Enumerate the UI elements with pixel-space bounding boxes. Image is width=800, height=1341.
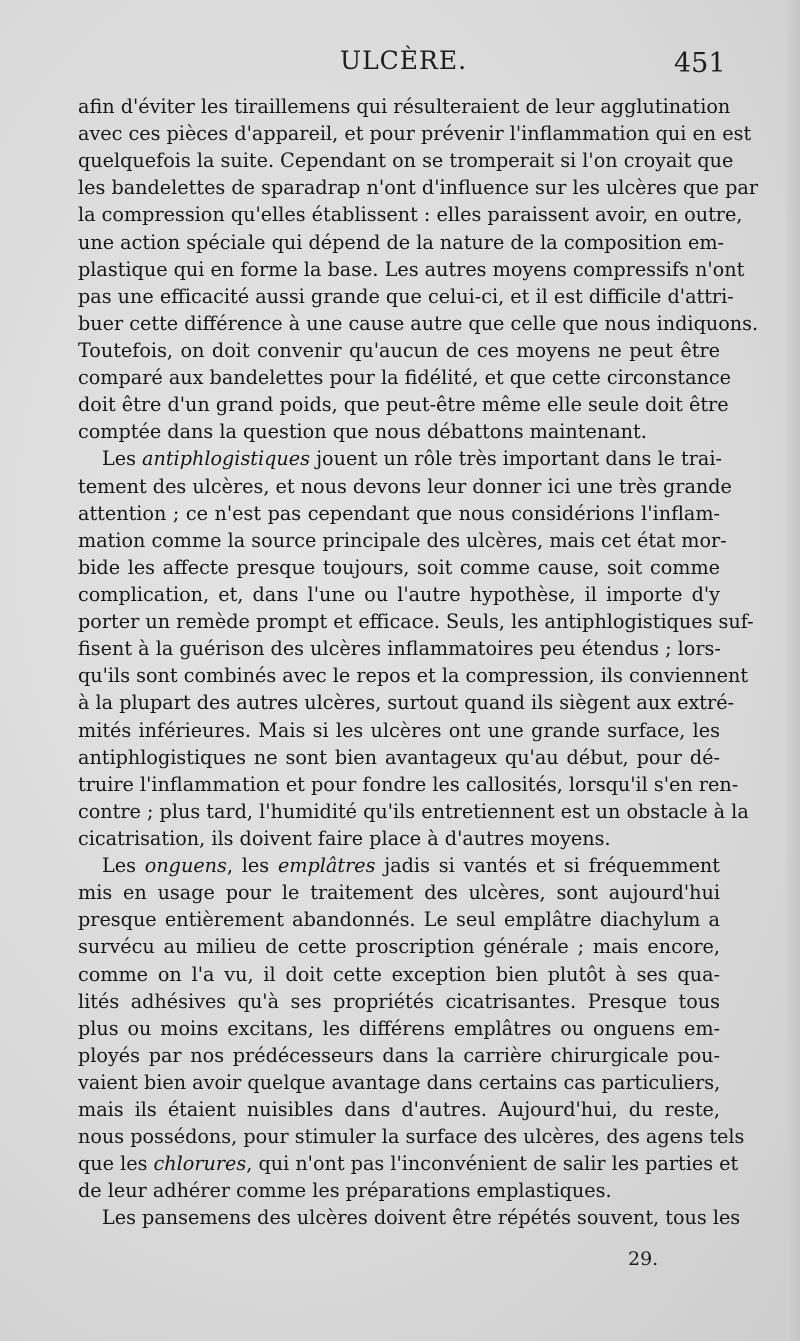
line-suffix: jadis si vantés et si fréquemment bbox=[375, 854, 721, 878]
text-line: contre ; plus tard, l'humidité qu'ils entretiennent est un obstacle à la bbox=[78, 799, 749, 823]
italic-term: emplâtres bbox=[277, 854, 376, 878]
text-line: comparé aux bandelettes pour la fidélité, et que cette circonstance bbox=[78, 366, 732, 390]
italic-term: antiphlogistiques bbox=[142, 447, 310, 471]
page-header bbox=[0, 44, 800, 84]
text-line: lités adhésives qu'à ses propriétés cicatrisantes. Presque tous bbox=[78, 989, 720, 1013]
text-line: mation comme la source principale des ulcères, mais cet état mor- bbox=[78, 528, 727, 552]
text-line: survécu au milieu de cette proscription générale ; mais encore, bbox=[78, 935, 720, 959]
text-line-italic bbox=[78, 445, 720, 472]
text-line: porter un remède prompt et efficace. Seuls, les antiphlogistiques suf- bbox=[78, 610, 754, 634]
text-line: Les pansemens des ulcères doivent être répétés souvent, tous les bbox=[102, 1206, 741, 1230]
text-line: buer cette différence à une cause autre que celle que nous indiquons. bbox=[78, 311, 759, 335]
line-suffix: , qui n'ont pas l'inconvénient de salir les parties et bbox=[246, 1152, 739, 1176]
text-line: de leur adhérer comme les préparations emplastiques. bbox=[78, 1179, 612, 1203]
text-line: la compression qu'elles établissent : elles paraissent avoir, en outre, bbox=[78, 203, 743, 227]
text-line: quelquefois la suite. Cependant on se tromperait si l'on croyait que bbox=[78, 149, 734, 173]
running-title: ULCÈRE. bbox=[340, 46, 468, 75]
text-line: avec ces pièces d'appareil, et pour prévenir l'inflammation qui en est bbox=[78, 122, 752, 146]
text-line: les bandelettes de sparadrap n'ont d'influence sur les ulcères que par bbox=[78, 176, 759, 200]
text-line: qu'ils sont combinés avec le repos et la compression, ils conviennent bbox=[78, 664, 749, 688]
page-edge bbox=[786, 0, 800, 1341]
text-line: ployés par nos prédécesseurs dans la carrière chirurgicale pou- bbox=[78, 1043, 720, 1067]
italic-term: onguens bbox=[144, 854, 227, 878]
text-line: vaient bien avoir quelque avantage dans certains cas particuliers, bbox=[78, 1070, 721, 1094]
text-line: pas une efficacité aussi grande que celui-ci, et il est difficile d'attri- bbox=[78, 284, 734, 308]
text-line: truire l'inflammation et pour fondre les callosités, lorsqu'il s'en ren- bbox=[78, 772, 739, 796]
text-line: antiphlogistiques ne sont bien avantageux qu'au début, pour dé- bbox=[78, 745, 720, 769]
page-number: 451 bbox=[674, 48, 726, 79]
text-line-italic bbox=[78, 1150, 739, 1177]
text-line: presque entièrement abandonnés. Le seul emplâtre diachylum a bbox=[78, 908, 720, 932]
text-line: attention ; ce n'est pas cependant que nous considérions l'inflam- bbox=[78, 501, 720, 525]
text-line: comme on l'a vu, il doit cette exception bien plutôt à ses qua- bbox=[78, 962, 720, 986]
body-text bbox=[78, 93, 759, 1232]
text-line: à la plupart des autres ulcères, surtout quand ils siègent aux extré- bbox=[78, 691, 735, 715]
text-line: cicatrisation, ils doivent faire place à d'autres moyens. bbox=[78, 826, 611, 850]
line-prefix: Les bbox=[102, 447, 143, 471]
text-line: une action spéciale qui dépend de la nature de la composition em- bbox=[78, 230, 725, 254]
text-line: mis en usage pour le traitement des ulcères, sont aujourd'hui bbox=[78, 881, 720, 905]
text-line: nous possédons, pour stimuler la surface des ulcères, des agens tels bbox=[78, 1125, 745, 1149]
text-line: afin d'éviter les tiraillemens qui résulteraient de leur agglutination bbox=[78, 95, 731, 118]
line-middle: , les bbox=[226, 854, 278, 878]
text-line: bide les affecte presque toujours, soit comme cause, soit comme bbox=[78, 555, 720, 579]
text-line-italic bbox=[78, 852, 720, 879]
line-prefix: que les bbox=[78, 1152, 154, 1176]
text-line: mités inférieures. Mais si les ulcères ont une grande surface, les bbox=[78, 718, 720, 742]
line-prefix: Les bbox=[102, 854, 145, 878]
text-line: plastique qui en forme la base. Les autres moyens compressifs n'ont bbox=[78, 257, 745, 281]
text-line: comptée dans la question que nous débattons maintenant. bbox=[78, 420, 647, 444]
signature-mark: 29. bbox=[628, 1248, 659, 1270]
text-line: plus ou moins excitans, les différens emplâtres ou onguens em- bbox=[78, 1016, 720, 1040]
text-line: complication, et, dans l'une ou l'autre hypothèse, il importe d'y bbox=[78, 582, 720, 606]
italic-term: chlorures bbox=[153, 1152, 247, 1176]
text-line: Toutefois, on doit convenir qu'aucun de ces moyens ne peut être bbox=[78, 338, 720, 362]
text-line: doit être d'un grand poids, que peut-être même elle seule doit être bbox=[78, 393, 729, 417]
text-line: tement des ulcères, et nous devons leur donner ici une très grande bbox=[78, 474, 732, 498]
text-line: mais ils étaient nuisibles dans d'autres. Aujourd'hui, du reste, bbox=[78, 1098, 720, 1122]
line-suffix: jouent un rôle très important dans le trai- bbox=[309, 447, 722, 471]
text-line: fisent à la guérison des ulcères inflammatoires peu étendus ; lors- bbox=[78, 637, 721, 661]
